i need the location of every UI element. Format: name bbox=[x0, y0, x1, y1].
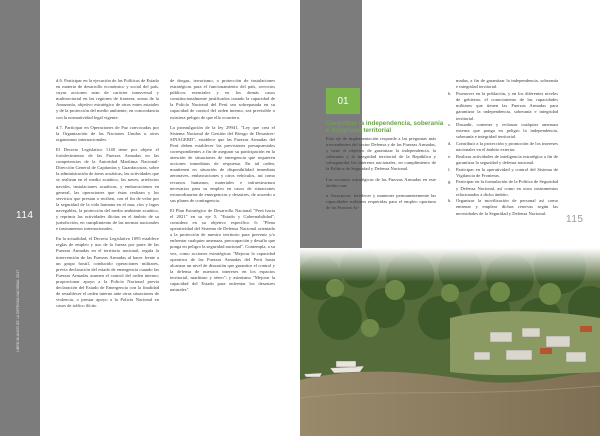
paragraph: El Decreto Legislativo 1148 tiene por objeto el fortalecimiento de las Fuerzas Armadas en las competencias de la Autoridad Marítima Nacional-Dirección General de Capitanías y Guardacostas, sobre la administración de áreas acuáticas, las actividades que se realizan en el medio acuático, las naves, artefactos navales, instalaciones acuáticas, y embarcaciones en general, las operaciones que éstas realizan y los servicios que prestan o reciben, con el fin de velar por la seguridad de la vida humana en el mar, ríos y lagos navegables, la protección del medio ambiente acuático, y reprimir las actividades ilícitas en el ámbito de su jurisdicción, en cumplimiento de las normas nacionales e instrumentos internacionales. bbox=[56, 146, 159, 232]
list-item: g. Participar en la formulación de la Política de Seguridad y Defensa Nacional, así como en otros instrumentos relacionados a dicho ámbito. bbox=[448, 179, 558, 197]
left-column-2 bbox=[170, 78, 275, 297]
actions-intro: Las acciones estratégicas de las Fuerzas Armadas en este ámbito son: bbox=[326, 176, 436, 188]
list-item: f. Participar en la operatividad y control del Sistema de Vigilancia de Fronteras. bbox=[448, 166, 558, 178]
running-title-left: LIBRO BLANCO DE LA DEFENSA NACIONAL 2017 bbox=[16, 269, 20, 352]
left-column-1 bbox=[56, 78, 159, 313]
aerial-settlement-photo bbox=[300, 248, 600, 436]
right-column-2 bbox=[448, 78, 558, 217]
list-item: h. Organizar la movilización de personal así como entrenar y emplear dichas reservas según las necesidades de la Seguridad y Defensa Nacional. bbox=[448, 198, 558, 216]
page-number-left: 114 bbox=[16, 210, 34, 221]
list-item: d. Contribuir a la protección y promoción de los intereses nacionales en el ámbito exterior. bbox=[448, 141, 558, 153]
paragraph: En la actualidad, el Decreto Legislativo 1095 establece reglas de empleo y uso de la fuerza por parte de las Fuerzas Armadas en el territorio nacional, regula la intervención de las Fuerzas Armadas al hacer frente a un grupo hostil, conducido operaciones militares, previa declaración del estado de emergencia cuando las Fuerzas Armadas asumen el control del orden interno; proporcionar apoyo a la Policía Nacional previa declaración del Estado de Emergencia con la finalidad de restablecer el orden interno ante otras situaciones de violencia, o prestar apoyo a la Policía Nacional en casos de tráfico ilícito bbox=[56, 236, 159, 309]
list-item: c. Disuadir, contener y rechazar cualquier amenaza externa que ponga en peligro la independencia, soberanía e integridad territorial. bbox=[448, 122, 558, 140]
list-item: e. Realizar actividades de inteligencia estratégica a fin de garantizar la seguridad y defensa nacional. bbox=[448, 153, 558, 165]
paragraph: La promulgación de la ley 29941, "Ley que crea el Sistema Nacional de Gestión del Riesgo de Desastres-SINAGERD", establece que las Fuerzas Armadas del Perú deben establecer las previsiones presupuestales correspondientes a fin de asegurar su participación en la atención de situaciones de emergencia que requieren acciones inmediatas de respuesta. En tal orden, mantienen en situación de disponibilidad inmediata aeronaves, embarcaciones y otros vehículos, así como recursos humanos, materiales e infraestructura necesarios para su empleo en casos de situaciones extraordinarias de emergencias y desastres, de acuerdo a sus planes de contingencia. bbox=[170, 124, 275, 203]
page-number-right: 115 bbox=[566, 214, 584, 225]
photo-illustration bbox=[300, 248, 600, 436]
paragraph: d.7. Participar en Operaciones de Paz convocadas por la Organización de las Naciones Unidas u otros organismos internacionales. bbox=[56, 124, 159, 142]
section-heading: Garantizar la independencia, soberanía e integridad territorial bbox=[326, 120, 444, 135]
paragraph: El Plan Estratégico de Desarrollo Nacional "Perú hacia el 2021" en su eje 5, "Estado y Gobernabilidad", considera en su objetivo específico 6: "Plena operatividad del Sistema de Defensa Nacional orientado a la protección de nuestro territorio para prevenir y/o enfrentar cualquier amenaza, preocupación y desafío que ponga en peligro la seguridad nacional". Contempla, a su vez, como acciones estratégicas "Mejorar la capacidad operativa de las Fuerzas Armadas del Perú hasta alcanzar un nivel de disuasión que garantice el control y la defensa de nuestros intereses en los espacios territorial, marítimo y aéreo"; y asimismo "Mejorar la capacidad del Estado para enfrentar los desastres naturales". bbox=[170, 207, 275, 293]
list-continuation: madas, a fin de garantizar la independencia, soberanía e integridad territorial. bbox=[456, 78, 558, 90]
section-number-badge: 01 bbox=[326, 88, 360, 114]
list-item: b. Promover en la población, y en los diferentes niveles de gobierno, el conocimiento de las capacidades militares que tienen las Fuerzas Armadas para garantizar la independencia, soberanía e integridad territorial. bbox=[448, 91, 558, 121]
right-column-1 bbox=[326, 136, 436, 215]
action-a: a. Incorporar, fortalecer y mantener permanentemente las capacidades militares requeridas para el empleo oportuno de las Fuerzas Ar- bbox=[326, 192, 436, 210]
paragraph: d.6. Participar en la ejecución de las Políticas de Estado en materia de desarrollo económico y social del país, cuyas acciones sean de carácter transversal y multisectorial en las regiones de frontera, zonas de la Amazonía, objetivo estratégico de otros entes estatales y de la protección del medio ambiente, en concordancia con la normatividad legal vigente. bbox=[56, 78, 159, 120]
intro-paragraph: Este eje de implementación responde a las preguntas más trascendentes del sector Defensa y de las Fuerzas Armadas, y tiene el objetivo de garantizar la independencia, la soberanía y la integridad territorial de la República y salvaguardar los intereses nacionales, en cumplimiento de la Política de Seguridad y Defensa Nacional. bbox=[326, 136, 436, 172]
paragraph: de drogas, terrorismo, o protección de instalaciones estratégicas para el funcionamiento del país, servicios públicos esenciales y en los demás casos constitucionalmente justificados cuando la capacidad de la Policía Nacional del Perú sea sobrepasada en su capacidad de control del orden interno, sea previsible o existiera peligro de que ello ocurriera. bbox=[170, 78, 275, 120]
actions-list bbox=[448, 91, 558, 216]
